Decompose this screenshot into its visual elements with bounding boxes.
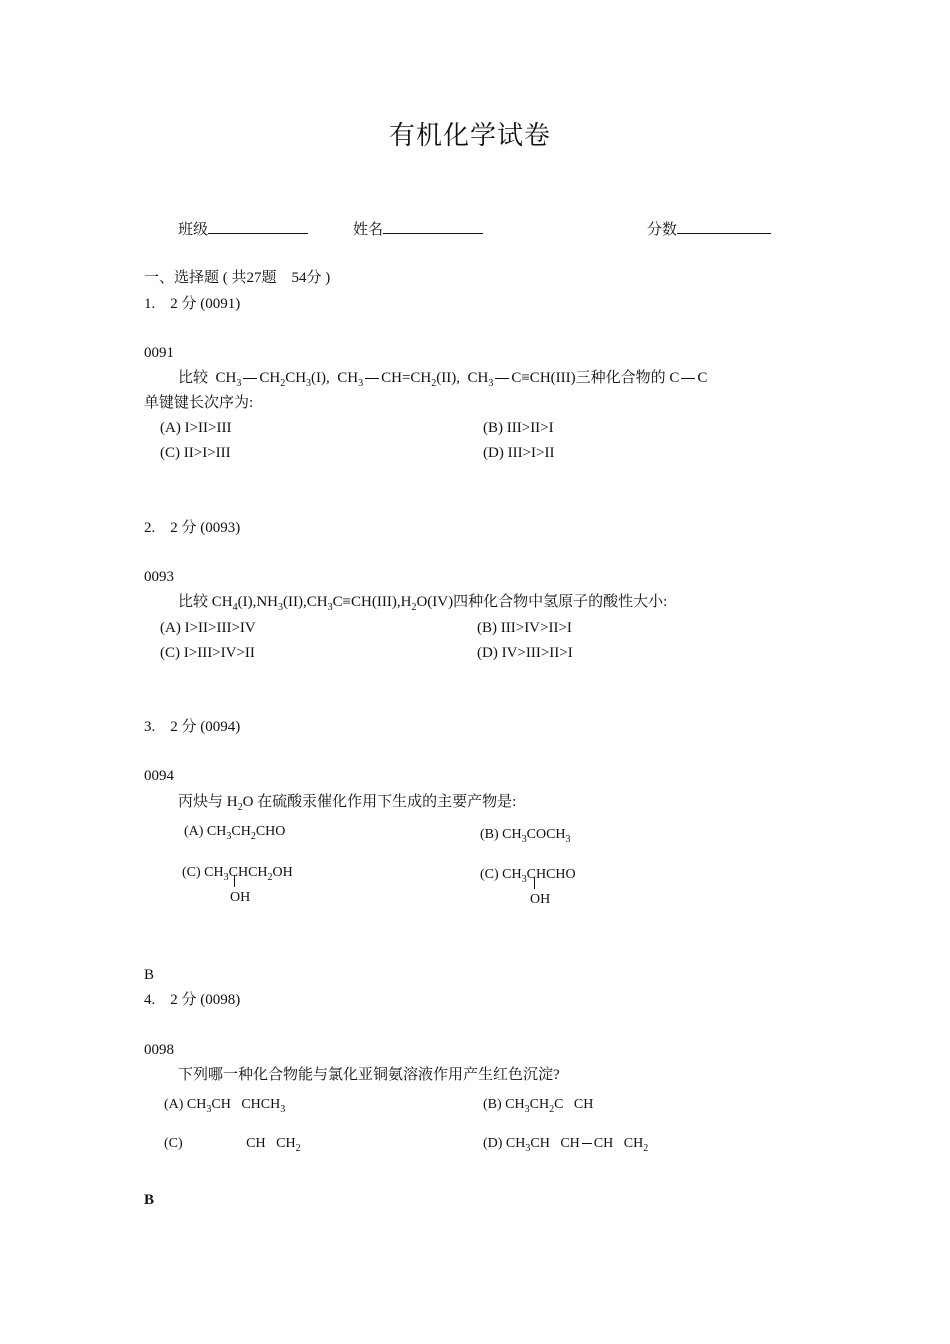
q4-code: 0098 [144, 1042, 174, 1058]
q2-option-b[interactable]: (B) III>IV>II>I [477, 620, 572, 636]
q1-heading: 1. 2 分 (0091) [144, 296, 241, 312]
q3-option-d-oh: OH [530, 892, 551, 907]
q3-option-c-bond [234, 875, 235, 887]
score-label: 分数 [647, 222, 678, 238]
q4-stem: 下列哪一种化合物能与氯化亚铜氨溶液作用产生红色沉淀? [178, 1067, 560, 1083]
score-field [647, 219, 771, 239]
q2-option-d[interactable]: (D) IV>III>II>I [477, 645, 573, 661]
q3-option-d[interactable]: (C) $CH_3CHCHO$ [480, 867, 576, 885]
q4-answer: B [144, 1192, 155, 1208]
name-field [353, 219, 483, 239]
q4-option-c[interactable]: (C) CH $CH_2$ [164, 1136, 301, 1154]
q3-option-b[interactable]: (B) $CH_3COCH_3$ [480, 827, 571, 845]
q3-answer: B [144, 967, 155, 983]
q1-option-d[interactable]: (D) III>I>II [483, 445, 555, 461]
name-blank[interactable] [383, 219, 483, 234]
section-heading: 一、选择题 ( 共27题 54分 ) [144, 270, 331, 286]
q3-heading: 3. 2 分 (0094) [144, 719, 241, 735]
q1-stem: 比较 $CH_3$ $CH_2CH_3(I)$, $CH_3$ $CH=CH_2(II)$, $CH_3$ C≡CH(III)三种化合物的 C C [178, 370, 708, 389]
q4-option-b[interactable]: (B) $CH_3CH_2C$ CH [483, 1097, 594, 1115]
q2-heading: 2. 2 分 (0093) [144, 520, 241, 536]
q3-stem: 丙炔与 $H_2O$ 在硫酸汞催化作用下生成的主要产物是: [178, 794, 517, 813]
q2-option-a[interactable]: (A) I>II>III>IV [160, 620, 256, 636]
q1-code: 0091 [144, 345, 174, 361]
class-label: 班级 [178, 222, 209, 238]
class-field [178, 219, 308, 239]
page-title: 有机化学试卷 [389, 121, 552, 150]
q1-stem-line2: 单键键长次序为: [144, 395, 254, 411]
name-label: 姓名 [353, 222, 384, 238]
q3-option-a[interactable]: (A) $CH_3CH_2CHO$ [184, 824, 286, 842]
q2-stem: 比较 $CH_4(I),NH_3(II),CH_3C\equiv CH(III),H_2O(IV)$四种化合物中氢原子的酸性大小: [178, 594, 668, 613]
q3-option-d-bond [534, 877, 535, 889]
score-blank[interactable] [677, 219, 771, 234]
class-blank[interactable] [208, 219, 308, 234]
q3-option-c[interactable]: (C) $CH_3CHCH_2OH$ [182, 865, 293, 883]
q3-code: 0094 [144, 768, 174, 784]
q4-option-a[interactable]: (A) $CH_3CH$ $CHCH_3$ [164, 1097, 286, 1115]
q2-option-c[interactable]: (C) I>III>IV>II [160, 645, 255, 661]
q2-code: 0093 [144, 569, 174, 585]
q4-heading: 4. 2 分 (0098) [144, 992, 241, 1008]
q4-option-d[interactable]: (D) $CH_3CH$ CH CH $CH_2$ [483, 1136, 649, 1154]
q1-option-b[interactable]: (B) III>II>I [483, 420, 554, 436]
q1-option-a[interactable]: (A) I>II>III [160, 420, 232, 436]
q1-option-c[interactable]: (C) II>I>III [160, 445, 231, 461]
q3-option-c-oh: OH [230, 890, 251, 905]
